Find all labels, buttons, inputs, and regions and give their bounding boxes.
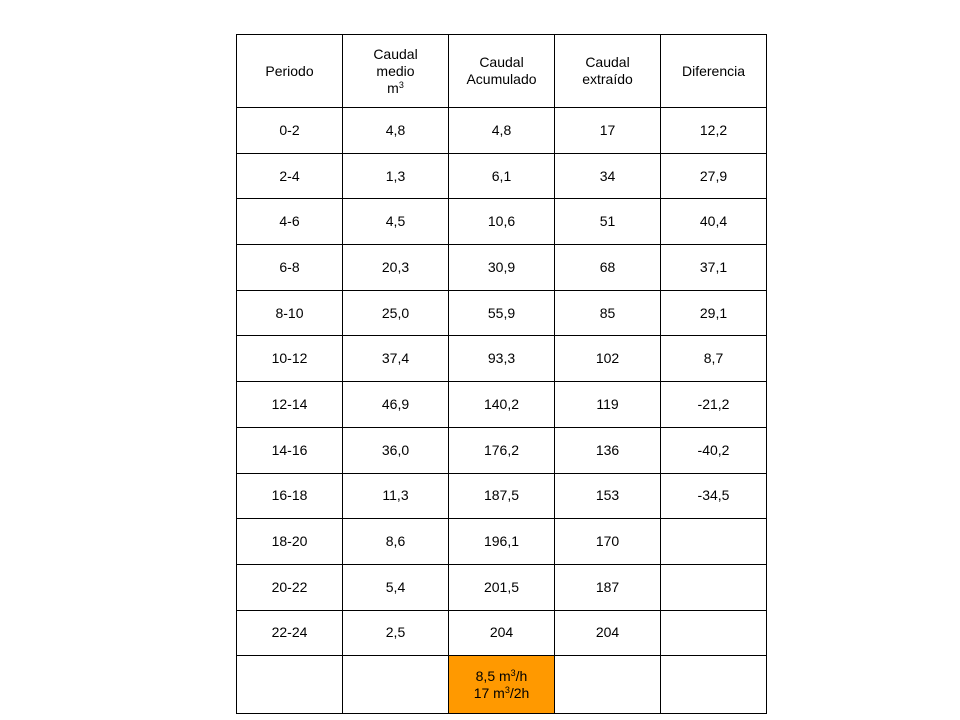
cell-diferencia: 8,7 xyxy=(661,336,767,382)
cell-periodo: 0-2 xyxy=(237,108,343,154)
cell-diferencia xyxy=(661,519,767,565)
cell-caudal-acumulado: 4,8 xyxy=(449,108,555,154)
cell-diferencia: 27,9 xyxy=(661,153,767,199)
summary-2h-value: 17 m xyxy=(473,684,505,701)
cell-caudal-extraido: 68 xyxy=(555,245,661,291)
header-acumulado-line1: Caudal xyxy=(479,54,524,70)
cell-caudal-medio: 5,4 xyxy=(343,564,449,610)
cell-periodo: 10-12 xyxy=(237,336,343,382)
summary-hourly-value: 8,5 m xyxy=(475,667,511,684)
empty-cell xyxy=(555,656,661,714)
summary-line-biHourly xyxy=(449,685,554,702)
table-row xyxy=(237,473,767,519)
cell-caudal-medio: 4,5 xyxy=(343,199,449,245)
cell-caudal-medio: 37,4 xyxy=(343,336,449,382)
summary-line-hourly xyxy=(449,668,554,685)
cell-caudal-extraido: 85 xyxy=(555,290,661,336)
summary-hourly-exponent: 3 xyxy=(510,667,516,678)
summary-row xyxy=(237,656,767,714)
cell-caudal-extraido: 170 xyxy=(555,519,661,565)
cell-caudal-medio: 4,8 xyxy=(343,108,449,154)
table-row xyxy=(237,610,767,656)
table-row xyxy=(237,564,767,610)
header-diferencia: Diferencia xyxy=(661,35,767,108)
cell-periodo: 8-10 xyxy=(237,290,343,336)
cell-caudal-acumulado: 93,3 xyxy=(449,336,555,382)
cell-caudal-acumulado: 10,6 xyxy=(449,199,555,245)
cell-caudal-acumulado: 201,5 xyxy=(449,564,555,610)
cell-periodo: 4-6 xyxy=(237,199,343,245)
table-row xyxy=(237,290,767,336)
cell-caudal-medio: 2,5 xyxy=(343,610,449,656)
cell-caudal-extraido: 136 xyxy=(555,427,661,473)
table-row xyxy=(237,382,767,428)
empty-cell xyxy=(237,656,343,714)
cell-periodo: 14-16 xyxy=(237,427,343,473)
cell-caudal-extraido: 204 xyxy=(555,610,661,656)
cell-caudal-acumulado: 140,2 xyxy=(449,382,555,428)
summary-hourly-unit: /h xyxy=(515,667,528,684)
header-caudal-medio-line2: medio xyxy=(376,62,415,79)
table-row xyxy=(237,427,767,473)
header-caudal-medio xyxy=(343,35,449,108)
header-row xyxy=(237,35,767,108)
header-caudal-medio-unit xyxy=(343,80,448,97)
unit-base: m xyxy=(387,79,399,96)
cell-caudal-acumulado: 204 xyxy=(449,610,555,656)
cell-caudal-extraido: 187 xyxy=(555,564,661,610)
cell-caudal-acumulado: 187,5 xyxy=(449,473,555,519)
summary-highlight-cell xyxy=(449,656,555,714)
cell-periodo: 6-8 xyxy=(237,245,343,291)
table-row xyxy=(237,108,767,154)
table-row xyxy=(237,153,767,199)
cell-caudal-extraido: 102 xyxy=(555,336,661,382)
cell-diferencia: 29,1 xyxy=(661,290,767,336)
table-row xyxy=(237,245,767,291)
cell-caudal-medio: 8,6 xyxy=(343,519,449,565)
cell-caudal-medio: 1,3 xyxy=(343,153,449,199)
cell-caudal-extraido: 51 xyxy=(555,199,661,245)
cell-caudal-acumulado: 30,9 xyxy=(449,245,555,291)
empty-cell xyxy=(343,656,449,714)
cell-caudal-medio: 46,9 xyxy=(343,382,449,428)
cell-periodo: 22-24 xyxy=(237,610,343,656)
cell-diferencia: 12,2 xyxy=(661,108,767,154)
unit-exponent: 3 xyxy=(398,79,404,90)
header-caudal-medio-line1: Caudal xyxy=(373,45,418,62)
header-caudal-acumulado xyxy=(449,35,555,108)
header-extraido-line1: Caudal xyxy=(585,54,630,70)
empty-cell xyxy=(661,656,767,714)
cell-caudal-extraido: 17 xyxy=(555,108,661,154)
cell-diferencia: 37,1 xyxy=(661,245,767,291)
cell-caudal-acumulado: 6,1 xyxy=(449,153,555,199)
cell-caudal-acumulado: 176,2 xyxy=(449,427,555,473)
cell-caudal-acumulado: 55,9 xyxy=(449,290,555,336)
cell-caudal-medio: 36,0 xyxy=(343,427,449,473)
cell-caudal-medio: 25,0 xyxy=(343,290,449,336)
table-row xyxy=(237,336,767,382)
cell-caudal-medio: 11,3 xyxy=(343,473,449,519)
table-row xyxy=(237,199,767,245)
summary-2h-exponent: 3 xyxy=(504,684,510,695)
cell-periodo: 16-18 xyxy=(237,473,343,519)
header-caudal-extraido xyxy=(555,35,661,108)
header-acumulado-line2: Acumulado xyxy=(466,71,537,87)
table-row xyxy=(237,519,767,565)
cell-diferencia: 40,4 xyxy=(661,199,767,245)
cell-caudal-extraido: 119 xyxy=(555,382,661,428)
cell-diferencia: -34,5 xyxy=(661,473,767,519)
cell-diferencia xyxy=(661,610,767,656)
cell-caudal-extraido: 34 xyxy=(555,153,661,199)
cell-periodo: 2-4 xyxy=(237,153,343,199)
cell-diferencia xyxy=(661,564,767,610)
caudal-table xyxy=(236,34,767,714)
cell-periodo: 12-14 xyxy=(237,382,343,428)
cell-caudal-extraido: 153 xyxy=(555,473,661,519)
header-extraido-line2: extraído xyxy=(582,71,633,87)
cell-diferencia: -40,2 xyxy=(661,427,767,473)
summary-2h-unit: /2h xyxy=(509,684,530,701)
cell-diferencia: -21,2 xyxy=(661,382,767,428)
header-periodo: Periodo xyxy=(237,35,343,108)
cell-caudal-medio: 20,3 xyxy=(343,245,449,291)
cell-caudal-acumulado: 196,1 xyxy=(449,519,555,565)
cell-periodo: 18-20 xyxy=(237,519,343,565)
cell-periodo: 20-22 xyxy=(237,564,343,610)
